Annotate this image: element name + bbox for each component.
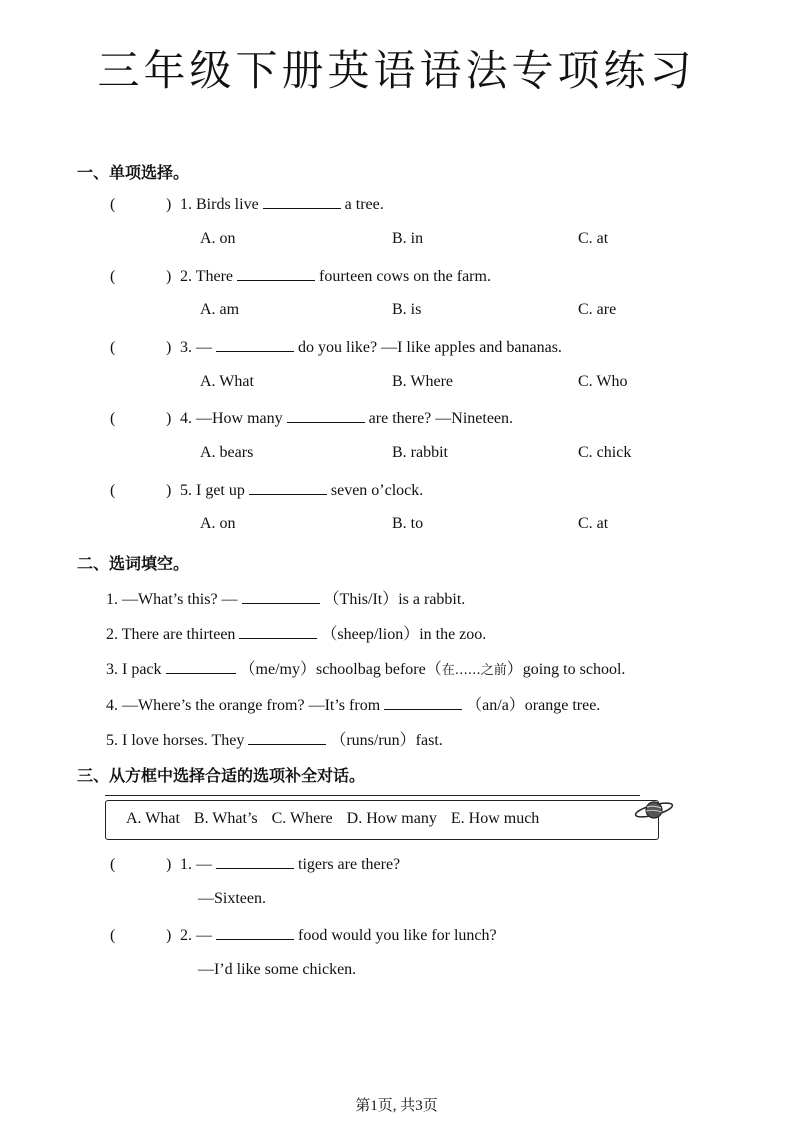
question-text: 2. — — [180, 927, 212, 944]
paren-open: ( — [110, 339, 116, 356]
dialog-answer: —Sixteen. — [198, 890, 266, 907]
fill-item-4 — [106, 692, 600, 715]
question-row — [110, 480, 423, 500]
option-choice[interactable]: C. at — [578, 230, 609, 247]
option-choice[interactable]: B. in — [392, 230, 424, 247]
dialog-question-row — [110, 925, 497, 945]
fill-item-text: （This/It）is a rabbit. — [323, 591, 466, 608]
question-text: food would you like for lunch? — [298, 927, 497, 944]
option-choice[interactable]: A. am — [200, 301, 240, 318]
answer-parentheses[interactable] — [110, 339, 180, 357]
question-text: fourteen cows on the farm. — [319, 268, 491, 285]
option-choice[interactable]: B. Where — [392, 373, 454, 390]
answer-blank[interactable] — [249, 480, 327, 495]
answer-blank[interactable] — [239, 624, 317, 639]
box-option: B. What’s — [193, 810, 258, 827]
fill-item-text: 4. —Where’s the orange from? —It’s from — [106, 697, 381, 714]
box-option: E. How much — [450, 810, 540, 827]
fill-item-5 — [106, 727, 443, 750]
answer-parentheses[interactable] — [110, 482, 180, 500]
dialog-question-row — [110, 854, 400, 874]
answer-blank[interactable] — [287, 408, 365, 423]
question-text: a tree. — [344, 196, 384, 213]
fill-item-2 — [106, 621, 486, 644]
answer-blank[interactable] — [384, 695, 462, 710]
page-footer: 第1页, 共3页 — [355, 1098, 438, 1114]
paren-open: ( — [110, 410, 116, 427]
answer-blank[interactable] — [237, 266, 315, 281]
question-text: 4. —How many — [180, 410, 283, 427]
question-text: 1. — — [180, 856, 212, 873]
question-text: 3. — — [180, 339, 212, 356]
answer-parentheses[interactable] — [110, 196, 180, 214]
answer-parentheses[interactable] — [110, 856, 180, 874]
fill-item-text: ）going to school. — [506, 661, 626, 678]
section-2-heading: 二、选词填空。 — [77, 554, 190, 573]
fill-item-text: （an/a）orange tree. — [466, 697, 601, 714]
paren-close: ) — [166, 410, 172, 427]
fill-item-text: （runs/run）fast. — [330, 732, 443, 749]
question-text: are there? —Nineteen. — [368, 410, 514, 427]
answer-parentheses[interactable] — [110, 410, 180, 428]
question-row — [110, 408, 513, 428]
page-title: 三年级下册英语语法专项练习 — [97, 46, 696, 95]
option-choice[interactable]: B. rabbit — [392, 444, 448, 461]
answer-blank[interactable] — [216, 925, 294, 940]
question-text: 1. Birds live — [180, 196, 259, 213]
option-choice[interactable]: B. to — [392, 515, 424, 532]
planet-icon — [634, 797, 674, 823]
option-choice[interactable]: C. Who — [578, 373, 628, 390]
paren-open: ( — [110, 268, 116, 285]
answer-blank[interactable] — [248, 730, 326, 745]
option-box-top-line — [105, 795, 640, 796]
fill-item-3 — [106, 656, 625, 679]
section-1-heading: 一、单项选择。 — [77, 163, 190, 182]
paren-close: ) — [166, 482, 172, 499]
paren-open: ( — [110, 927, 116, 944]
fill-item-text: 3. I pack — [106, 661, 162, 678]
answer-blank[interactable] — [263, 194, 341, 209]
option-choice[interactable]: C. chick — [578, 444, 632, 461]
paren-close: ) — [166, 927, 172, 944]
question-text: do you like? —I like apples and bananas. — [298, 339, 562, 356]
fill-item-text: 2. There are thirteen — [106, 626, 236, 643]
option-choice[interactable]: A. bears — [200, 444, 254, 461]
option-choice[interactable]: B. is — [392, 301, 422, 318]
paren-open: ( — [110, 856, 116, 873]
option-choice[interactable]: A. on — [200, 230, 236, 247]
fill-item-1 — [106, 586, 465, 609]
question-text: seven o’clock. — [330, 482, 424, 499]
box-option: A. What — [126, 810, 180, 827]
answer-parentheses[interactable] — [110, 927, 180, 945]
question-row — [110, 337, 562, 357]
answer-blank[interactable] — [242, 589, 320, 604]
paren-close: ) — [166, 856, 172, 873]
question-row — [110, 266, 491, 286]
option-choice[interactable]: A. on — [200, 515, 236, 532]
box-option: D. How many — [346, 810, 437, 827]
option-choice[interactable]: C. at — [578, 515, 609, 532]
section-3-heading: 三、从方框中选择合适的选项补全对话。 — [77, 766, 366, 785]
answer-blank[interactable] — [216, 337, 294, 352]
paren-close: ) — [166, 339, 172, 356]
question-row — [110, 194, 384, 214]
box-option: C. Where — [271, 810, 333, 827]
paren-close: ) — [166, 268, 172, 285]
fill-item-text: （me/my）schoolbag before（ — [239, 661, 442, 678]
dialog-answer: —I’d like some chicken. — [198, 961, 357, 978]
answer-blank[interactable] — [216, 854, 294, 869]
fill-item-text: 1. —What’s this? — — [106, 591, 238, 608]
chinese-hint: 在……之前 — [441, 663, 507, 678]
option-box-items — [126, 810, 553, 828]
fill-item-text: 5. I love horses. They — [106, 732, 245, 749]
fill-item-text: （sheep/lion）in the zoo. — [321, 626, 487, 643]
option-choice[interactable]: C. are — [578, 301, 617, 318]
question-text: 5. I get up — [180, 482, 245, 499]
paren-close: ) — [166, 196, 172, 213]
answer-parentheses[interactable] — [110, 268, 180, 286]
answer-blank[interactable] — [166, 659, 236, 674]
paren-open: ( — [110, 196, 116, 213]
question-text: 2. There — [180, 268, 234, 285]
paren-open: ( — [110, 482, 116, 499]
question-text: tigers are there? — [298, 856, 401, 873]
option-choice[interactable]: A. What — [200, 373, 254, 390]
